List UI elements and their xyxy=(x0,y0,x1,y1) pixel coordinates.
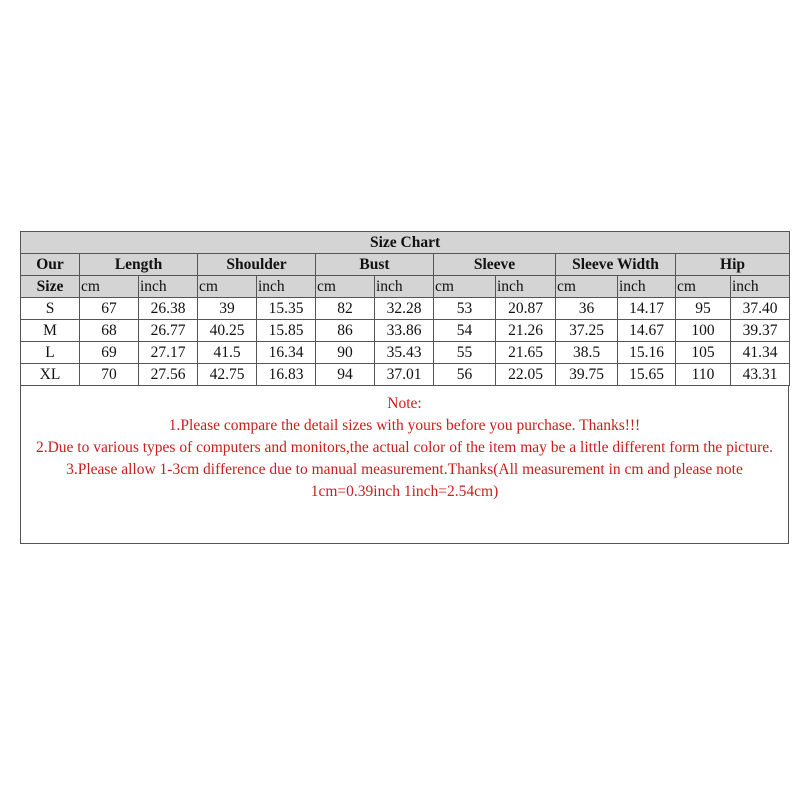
cell: 21.65 xyxy=(496,342,556,364)
cell: 15.65 xyxy=(618,364,676,386)
cell: 68 xyxy=(80,320,139,342)
cell: 37.01 xyxy=(375,364,434,386)
unit-inch: inch xyxy=(731,276,790,298)
table-row xyxy=(21,298,790,320)
notes-heading: Note: xyxy=(387,395,422,412)
group-header-row xyxy=(21,254,790,276)
cell: 15.85 xyxy=(257,320,316,342)
unit-inch: inch xyxy=(139,276,198,298)
cell: 53 xyxy=(434,298,496,320)
cell: 41.5 xyxy=(198,342,257,364)
cell: 43.31 xyxy=(731,364,790,386)
note-line-3: 3.Please allow 1-3cm difference due to manual measurement.Thanks(All measurement in cm and please note 1cm=0.39inch 1inch=2.54cm) xyxy=(66,461,743,500)
title-row xyxy=(21,232,790,254)
cell: 14.67 xyxy=(618,320,676,342)
cell: 16.34 xyxy=(257,342,316,364)
table-row xyxy=(21,342,790,364)
cell: 95 xyxy=(676,298,731,320)
header-sleeve-width: Sleeve Width xyxy=(556,254,676,276)
cell: 26.77 xyxy=(139,320,198,342)
size-label: M xyxy=(21,320,80,342)
header-bust: Bust xyxy=(316,254,434,276)
cell: 37.25 xyxy=(556,320,618,342)
cell: 16.83 xyxy=(257,364,316,386)
unit-cm: cm xyxy=(198,276,257,298)
size-label: L xyxy=(21,342,80,364)
size-label: XL xyxy=(21,364,80,386)
cell: 27.56 xyxy=(139,364,198,386)
cell: 14.17 xyxy=(618,298,676,320)
unit-inch: inch xyxy=(618,276,676,298)
cell: 39.75 xyxy=(556,364,618,386)
size-chart-table xyxy=(20,231,790,386)
cell: 40.25 xyxy=(198,320,257,342)
cell: 90 xyxy=(316,342,375,364)
cell: 82 xyxy=(316,298,375,320)
cell: 67 xyxy=(80,298,139,320)
cell: 36 xyxy=(556,298,618,320)
cell: 39.37 xyxy=(731,320,790,342)
cell: 69 xyxy=(80,342,139,364)
cell: 100 xyxy=(676,320,731,342)
cell: 54 xyxy=(434,320,496,342)
size-label: S xyxy=(21,298,80,320)
cell: 70 xyxy=(80,364,139,386)
cell: 35.43 xyxy=(375,342,434,364)
unit-inch: inch xyxy=(375,276,434,298)
header-sleeve: Sleeve xyxy=(434,254,556,276)
cell: 105 xyxy=(676,342,731,364)
cell: 37.40 xyxy=(731,298,790,320)
cell: 15.35 xyxy=(257,298,316,320)
table-row xyxy=(21,364,790,386)
unit-cm: cm xyxy=(434,276,496,298)
notes-section xyxy=(20,386,789,544)
cell: 94 xyxy=(316,364,375,386)
cell: 32.28 xyxy=(375,298,434,320)
unit-inch: inch xyxy=(257,276,316,298)
unit-cm: cm xyxy=(316,276,375,298)
cell: 27.17 xyxy=(139,342,198,364)
unit-inch: inch xyxy=(496,276,556,298)
cell: 22.05 xyxy=(496,364,556,386)
cell: 41.34 xyxy=(731,342,790,364)
note-line-2: 2.Due to various types of computers and monitors,the actual color of the item may be a little different form the picture. xyxy=(35,439,774,456)
unit-cm: cm xyxy=(556,276,618,298)
cell: 38.5 xyxy=(556,342,618,364)
size-chart xyxy=(20,231,789,544)
header-length: Length xyxy=(80,254,198,276)
unit-cm: cm xyxy=(676,276,731,298)
cell: 33.86 xyxy=(375,320,434,342)
table-row xyxy=(21,320,790,342)
note-line-1: 1.Please compare the detail sizes with yours before you purchase. Thanks!!! xyxy=(168,417,641,434)
cell: 110 xyxy=(676,364,731,386)
cell: 15.16 xyxy=(618,342,676,364)
chart-title: Size Chart xyxy=(21,232,790,254)
size-header-line2: Size xyxy=(21,276,80,298)
cell: 42.75 xyxy=(198,364,257,386)
cell: 56 xyxy=(434,364,496,386)
cell: 55 xyxy=(434,342,496,364)
cell: 86 xyxy=(316,320,375,342)
cell: 39 xyxy=(198,298,257,320)
size-header-line1: Our xyxy=(21,254,80,276)
header-hip: Hip xyxy=(676,254,790,276)
header-shoulder: Shoulder xyxy=(198,254,316,276)
cell: 20.87 xyxy=(496,298,556,320)
unit-header-row xyxy=(21,276,790,298)
unit-cm: cm xyxy=(80,276,139,298)
cell: 21.26 xyxy=(496,320,556,342)
cell: 26.38 xyxy=(139,298,198,320)
